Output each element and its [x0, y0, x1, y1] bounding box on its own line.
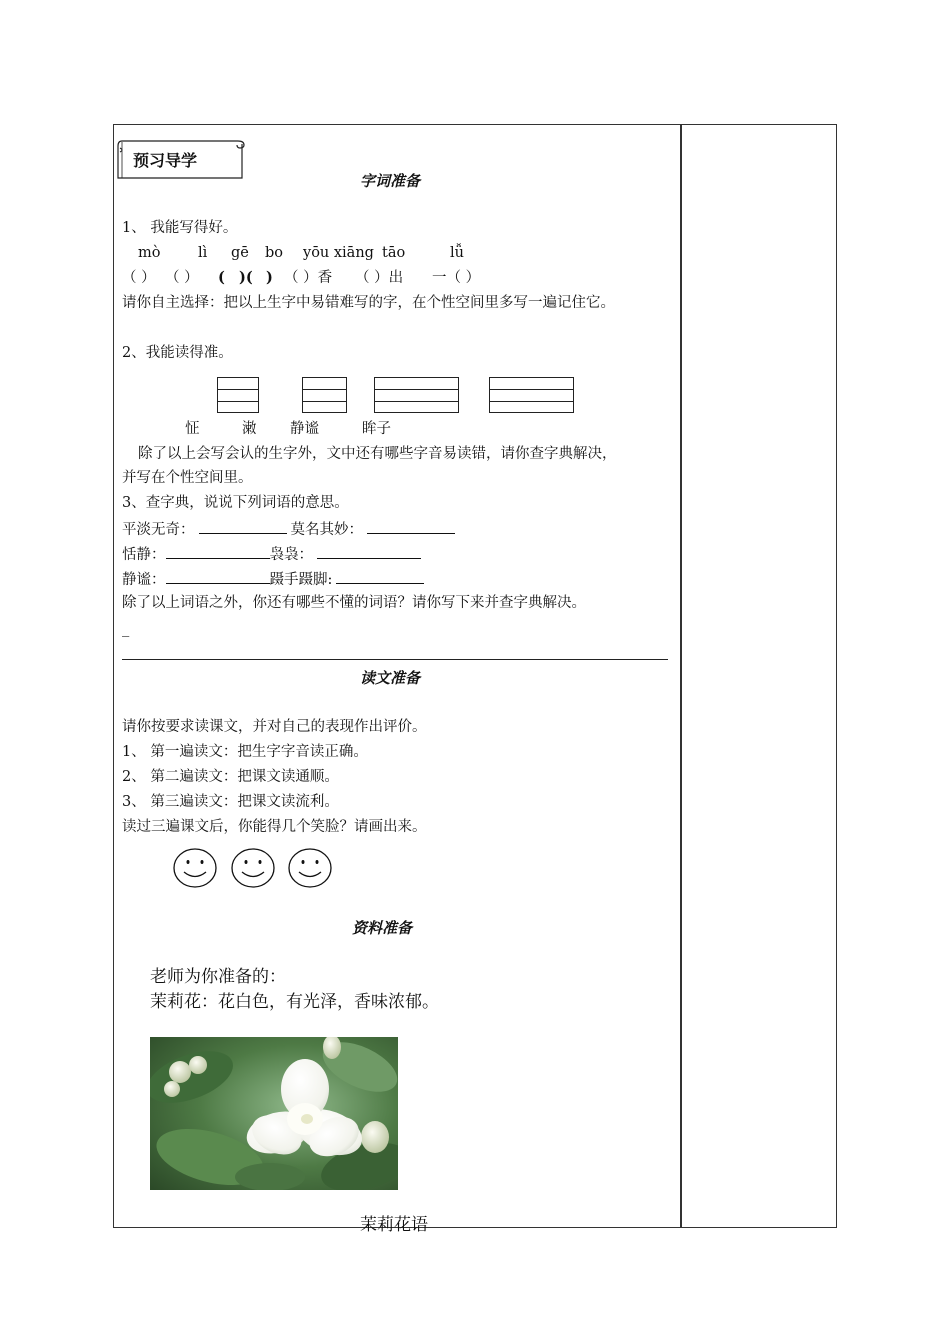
pinyin-1: mò [138, 245, 161, 261]
banner-title: 预习导学 [133, 151, 198, 170]
term-label: 静谧： [122, 572, 166, 588]
reading-item-3: 3、 第三遍读文：把课文读流利。 [122, 794, 339, 810]
pinyin-2: lì [198, 245, 208, 261]
question-1-note: 请你自主选择：把以上生字中易错难写的字，在个性空间里多写一遍记住它。 [122, 295, 615, 311]
reading-intro: 请你按要求读课文，并对自己的表现作出评价。 [122, 719, 427, 735]
materials-line-1: 老师为你准备的： [150, 967, 286, 987]
question-2-note-line1: 除了以上会写会认的生字外，文中还有哪些字音易读错，请你查字典解决， [138, 446, 617, 462]
bracket-8: 一（ ） [432, 270, 481, 286]
question-1: 1、 我能写得好。 [122, 220, 238, 236]
read-word-4: 眸子 [362, 421, 391, 437]
pinyin-3: gē [231, 245, 249, 261]
term-row-1 [122, 519, 459, 539]
answer-blank[interactable] [336, 569, 424, 584]
bracket-4: )( [239, 269, 253, 286]
jasmine-flower-icon [150, 1037, 398, 1190]
answer-blank[interactable] [199, 519, 287, 534]
question-2: 2、我能读得准。 [122, 345, 233, 361]
read-word-2: 潄 [242, 421, 257, 437]
term-row-3 [122, 569, 428, 589]
bracket-2: （ ） [165, 270, 199, 286]
term-label: 袅袅： [269, 547, 313, 563]
answer-blank[interactable] [166, 569, 270, 584]
answer-blank[interactable] [166, 544, 270, 559]
bracket-1: （ ） [122, 270, 156, 286]
answer-line[interactable] [122, 659, 668, 660]
question-3: 3、查字典，说说下列词语的意思。 [122, 495, 349, 511]
smiley-face-icon[interactable] [230, 847, 276, 889]
materials-line-2: 茉莉花：花白色，有光泽，香味浓郁。 [150, 992, 439, 1012]
term-label: 莫名其妙： [290, 522, 363, 538]
section-heading-vocab: 字词准备 [360, 172, 421, 190]
smiley-face-icon[interactable] [287, 847, 333, 889]
pinyin-6: tāo [382, 245, 406, 261]
section-heading-reading: 读文准备 [360, 669, 421, 687]
column-divider [680, 124, 682, 1228]
pinyin-5: yōu xiāng [303, 245, 374, 261]
writing-grid-2 [302, 377, 347, 413]
term-row-2 [122, 544, 425, 564]
question-3-note: 除了以上词语之外，你还有哪些不懂的词语？请你写下来并查字典解决。 [122, 595, 586, 611]
answer-blank[interactable] [367, 519, 455, 534]
section-heading-materials: 资料准备 [352, 919, 413, 937]
writing-grid-4 [489, 377, 574, 413]
bracket-6: （ ）香 [284, 270, 333, 286]
term-label: 恬静： [122, 547, 166, 563]
reading-item-2: 2、 第二遍读文：把课文读通顺。 [122, 769, 339, 785]
answer-blank[interactable] [317, 544, 421, 559]
dash-mark: _ [122, 621, 130, 637]
jasmine-flower-photo [150, 1037, 398, 1190]
writing-grid-1 [217, 377, 259, 413]
read-word-3: 静谧 [290, 421, 319, 437]
term-label: 蹑手蹑脚: [269, 572, 333, 588]
flower-language-caption: 茉莉花语 [360, 1215, 428, 1235]
term-label: 平淡无奇： [122, 522, 195, 538]
read-word-1: 怔 [185, 421, 200, 437]
writing-grid-3 [374, 377, 459, 413]
bracket-3: ( [218, 269, 225, 286]
smiley-face-icon[interactable] [172, 847, 218, 889]
pinyin-7: lǚ [450, 245, 464, 261]
bracket-7: （ ）出 [355, 270, 404, 286]
question-2-note-line2: 并写在个性空间里。 [122, 470, 253, 486]
reading-item-1: 1、 第一遍读文：把生字字音读正确。 [122, 744, 368, 760]
bracket-5: ) [266, 269, 273, 286]
banner-scroll [116, 138, 244, 178]
reading-question: 读过三遍课文后，你能得几个笑脸？请画出来。 [122, 819, 427, 835]
pinyin-4: bo [265, 245, 284, 261]
